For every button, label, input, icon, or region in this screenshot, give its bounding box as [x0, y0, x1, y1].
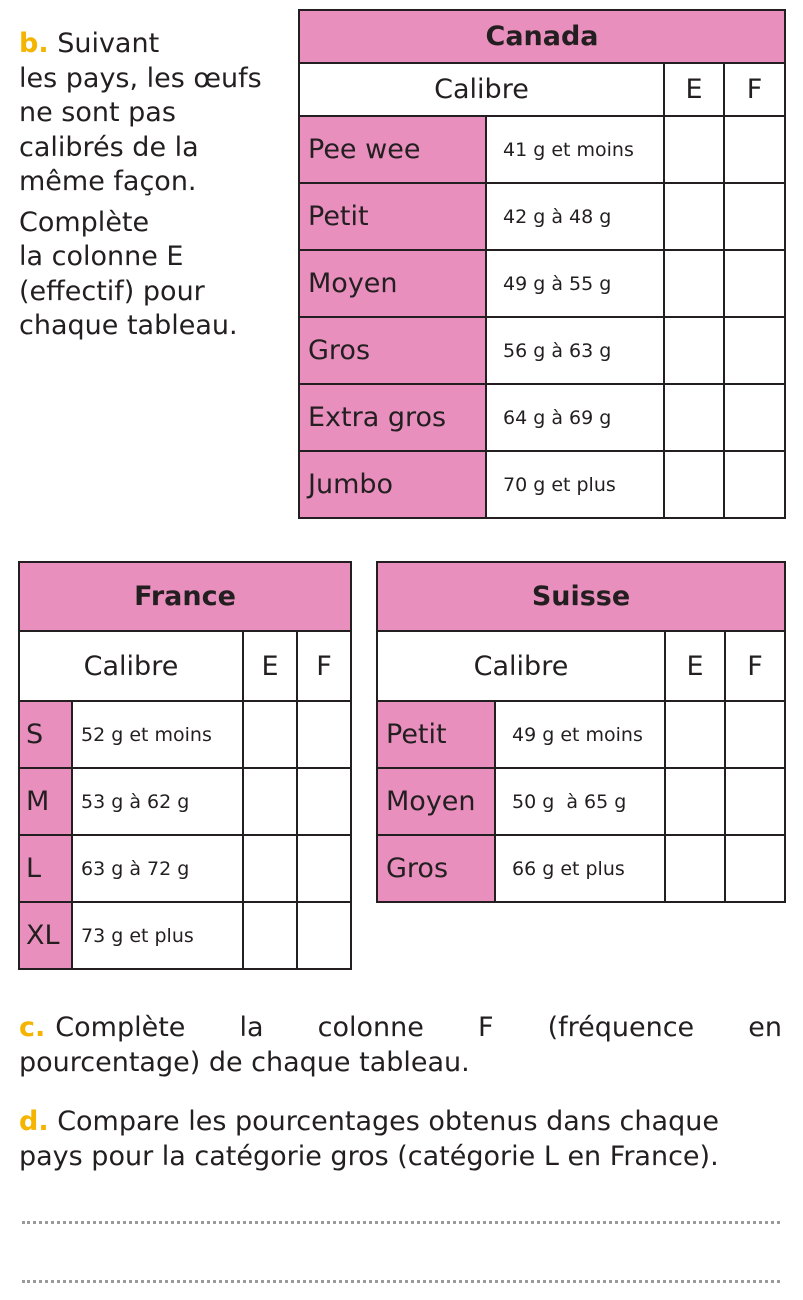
part-d-line2: pays pour la catégorie gros (catégorie L en France).	[19, 1140, 719, 1172]
canada-range: 42 g à 48 g	[486, 183, 664, 250]
suisse-f-cell[interactable]	[725, 701, 785, 768]
canada-category: Moyen	[299, 250, 486, 317]
suisse-f-cell[interactable]	[725, 835, 785, 902]
canada-range: 49 g à 55 g	[486, 250, 664, 317]
answer-line[interactable]	[22, 1221, 780, 1224]
france-e-cell[interactable]	[243, 902, 297, 969]
suisse-range: 50 g à 65 g	[495, 768, 665, 835]
canada-table	[298, 9, 786, 519]
table-row	[299, 250, 785, 317]
france-e-cell[interactable]	[243, 835, 297, 902]
part-c-line2: pourcentage) de chaque tableau.	[19, 1046, 470, 1078]
france-title: France	[19, 562, 351, 631]
part-c-letter: c.	[19, 1012, 46, 1043]
france-f-cell[interactable]	[297, 768, 351, 835]
part-b-letter: b.	[19, 28, 49, 59]
france-range: 63 g à 72 g	[72, 835, 243, 902]
part-c-first	[19, 1011, 45, 1046]
france-table	[18, 561, 352, 970]
suisse-f-cell[interactable]	[725, 768, 785, 835]
table-row	[19, 835, 351, 902]
table-row	[377, 768, 785, 835]
table-row	[19, 701, 351, 768]
answer-line[interactable]	[22, 1280, 780, 1283]
canada-e-cell[interactable]	[664, 183, 724, 250]
canada-f-cell[interactable]	[724, 451, 785, 518]
france-category: L	[19, 835, 72, 902]
table-row	[299, 116, 785, 183]
part-c-instructions	[19, 1011, 782, 1080]
part-b-line1-text: Suivant	[57, 28, 160, 59]
suisse-title: Suisse	[377, 562, 785, 631]
part-b-line9: chaque tableau.	[19, 310, 238, 341]
canada-category: Pee wee	[299, 116, 486, 183]
canada-header-f: F	[724, 63, 785, 116]
canada-range: 70 g et plus	[486, 451, 664, 518]
canada-category: Petit	[299, 183, 486, 250]
canada-e-cell[interactable]	[664, 384, 724, 451]
suisse-e-cell[interactable]	[665, 835, 725, 902]
suisse-header-f: F	[725, 631, 785, 701]
table-row	[19, 902, 351, 969]
canada-range: 41 g et moins	[486, 116, 664, 183]
canada-e-cell[interactable]	[664, 250, 724, 317]
suisse-e-cell[interactable]	[665, 768, 725, 835]
france-f-cell[interactable]	[297, 835, 351, 902]
table-row	[299, 317, 785, 384]
canada-f-cell[interactable]	[724, 116, 785, 183]
canada-title: Canada	[299, 10, 785, 63]
canada-header-e: E	[664, 63, 724, 116]
table-row	[19, 768, 351, 835]
part-d-line1-text: Compare les pourcentages obtenus dans chaque	[57, 1106, 719, 1137]
france-f-cell[interactable]	[297, 902, 351, 969]
canada-category: Extra gros	[299, 384, 486, 451]
france-f-cell[interactable]	[297, 701, 351, 768]
france-range: 52 g et moins	[72, 701, 243, 768]
canada-e-cell[interactable]	[664, 451, 724, 518]
part-c-line1-text: Complète la colonne F (fréquence en	[55, 1012, 782, 1043]
table-row	[299, 451, 785, 518]
part-b-line5: même façon.	[19, 166, 197, 197]
suisse-e-cell[interactable]	[665, 701, 725, 768]
canada-e-cell[interactable]	[664, 317, 724, 384]
part-b-line2: les pays, les œufs	[19, 62, 262, 94]
france-header-f: F	[297, 631, 351, 701]
suisse-range: 49 g et moins	[495, 701, 665, 768]
canada-f-cell[interactable]	[724, 384, 785, 451]
part-b-line8: (effectif) pour	[19, 275, 205, 307]
part-b-line6: Complète	[19, 206, 150, 238]
table-row	[377, 835, 785, 902]
france-category: M	[19, 768, 72, 835]
suisse-table	[376, 561, 786, 903]
france-header-e: E	[243, 631, 297, 701]
table-row	[299, 384, 785, 451]
table-row	[299, 183, 785, 250]
france-range: 53 g à 62 g	[72, 768, 243, 835]
suisse-header-e: E	[665, 631, 725, 701]
canada-f-cell[interactable]	[724, 250, 785, 317]
part-d-instructions	[19, 1105, 789, 1174]
france-category: XL	[19, 902, 72, 969]
france-range: 73 g et plus	[72, 902, 243, 969]
canada-e-cell[interactable]	[664, 116, 724, 183]
part-d-letter: d.	[19, 1106, 49, 1137]
canada-f-cell[interactable]	[724, 183, 785, 250]
suisse-category: Moyen	[377, 768, 495, 835]
part-b-line3: ne sont pas	[19, 97, 176, 128]
suisse-header-calibre: Calibre	[377, 631, 665, 701]
france-e-cell[interactable]	[243, 768, 297, 835]
canada-f-cell[interactable]	[724, 317, 785, 384]
france-category: S	[19, 701, 72, 768]
suisse-range: 66 g et plus	[495, 835, 665, 902]
part-b-line7: la colonne E	[19, 241, 184, 272]
canada-header-calibre: Calibre	[299, 63, 664, 116]
part-c-line1	[19, 1011, 782, 1046]
france-header-calibre: Calibre	[19, 631, 243, 701]
france-e-cell[interactable]	[243, 701, 297, 768]
canada-range: 64 g à 69 g	[486, 384, 664, 451]
suisse-category: Gros	[377, 835, 495, 902]
part-b-line1	[19, 27, 294, 62]
canada-category: Jumbo	[299, 451, 486, 518]
canada-range: 56 g à 63 g	[486, 317, 664, 384]
suisse-category: Petit	[377, 701, 495, 768]
part-b-line4: calibrés de la	[19, 131, 199, 163]
part-b-instructions	[19, 27, 294, 344]
table-row	[377, 701, 785, 768]
canada-category: Gros	[299, 317, 486, 384]
part-d-line1	[19, 1105, 789, 1140]
